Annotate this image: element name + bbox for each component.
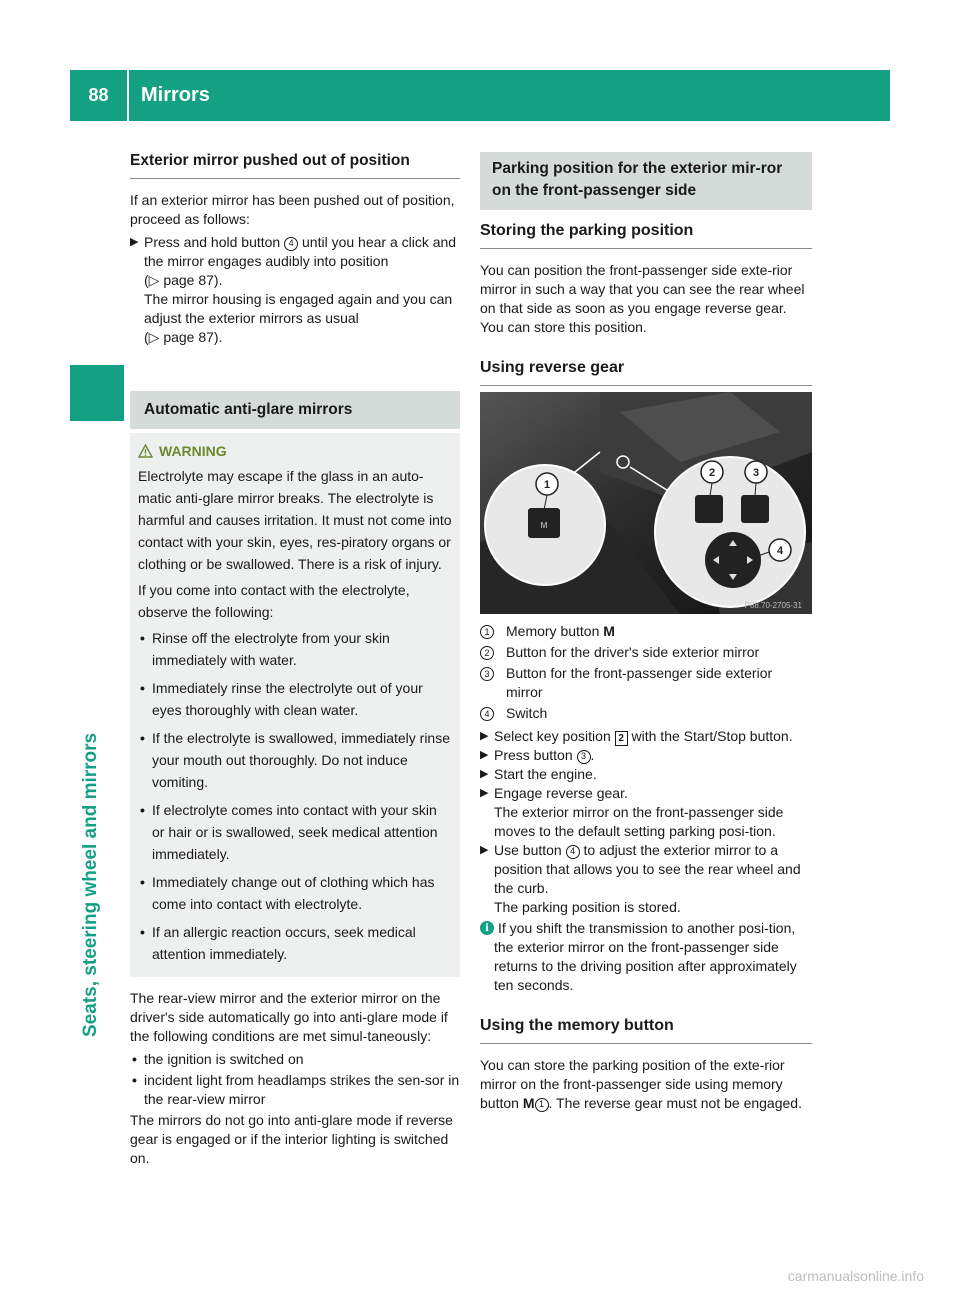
intro-text: If an exterior mirror has been pushed out of position, proceed as follows: bbox=[130, 192, 455, 227]
step-adjust-mirror: ▶ Use button 4 to adjust the exterior mirror to a position that allows you to see the rear wheel and the curb. The parking position is stored. bbox=[480, 842, 801, 915]
photo-callout-4: 4 bbox=[776, 545, 784, 557]
page-ref-link[interactable]: (▷ page 87). bbox=[144, 272, 223, 288]
list-item: • Rinse off the electrolyte from your skin immediately with water. bbox=[140, 630, 390, 668]
page-number: 88 bbox=[88, 85, 109, 105]
warning-title: WARNING bbox=[138, 443, 452, 459]
photo-callout-3: 3 bbox=[752, 467, 760, 479]
door-control-photo bbox=[480, 392, 812, 614]
info-note: i If you shift the transmission to another posi-tion, the exterior mirror on the front-passenger side returns to the driving position after approximately ten seconds. bbox=[480, 919, 812, 995]
heading-automatic-anti-glare: Automatic anti-glare mirrors bbox=[130, 391, 460, 429]
door-control-illustration bbox=[480, 392, 812, 614]
legend-item-4: 4 Switch bbox=[480, 704, 812, 723]
info-icon: i bbox=[480, 921, 494, 935]
step-arrow-icon: ▶ bbox=[480, 787, 489, 799]
right-column bbox=[480, 152, 812, 1113]
left-column bbox=[130, 152, 460, 1168]
heading-exterior-mirror-pushed: Exterior mirror pushed out of position bbox=[130, 152, 460, 179]
heading-storing-parking-position: Storing the parking position bbox=[480, 222, 812, 249]
list-item: • the ignition is switched on bbox=[132, 1051, 304, 1067]
header-divider bbox=[127, 70, 129, 121]
warning-text-1: Electrolyte may escape if the glass in an auto-matic anti-glare mirror breaks. The electrolyte is harmful and causes irritation. It must not come into contact with your skin, eyes, res-piratory organs or clothing or be swallowed. There is a risk of injury. bbox=[138, 468, 452, 572]
step-arrow-icon: ▶ bbox=[130, 236, 139, 248]
step-select-key: ▶ Select key position 2 with the Start/Stop button. bbox=[480, 728, 793, 744]
warning-triangle-icon bbox=[138, 444, 153, 458]
photo-code: P88.70-2705-31 bbox=[744, 601, 802, 610]
anti-glare-conditions-text: The rear-view mirror and the exterior mirror on the driver's side automatically go into anti-glare mode if the following conditions are met simul-taneously: bbox=[130, 990, 448, 1044]
page-ref-link[interactable]: (▷ page 87). bbox=[144, 329, 223, 345]
list-item: • Immediately rinse the electrolyte out of your eyes thoroughly with clean water. bbox=[140, 680, 423, 718]
list-item: • If an allergic reaction occurs, seek medical attention immediately. bbox=[140, 924, 416, 962]
legend-item-3: 3 Button for the front-passenger side exterior mirror bbox=[480, 664, 812, 702]
chapter-side-label: Seats, steering wheel and mirrors bbox=[80, 732, 101, 1037]
watermark: carmanualsonline.info bbox=[787, 1268, 924, 1284]
step-arrow-icon: ▶ bbox=[480, 730, 489, 742]
key-position-icon: 2 bbox=[615, 731, 628, 746]
section-title: Mirrors bbox=[141, 84, 210, 106]
anti-glare-exception-text: The mirrors do not go into anti-glare mode if reverse gear is engaged or if the interior lighting is switched on. bbox=[130, 1112, 453, 1166]
step-arrow-icon: ▶ bbox=[480, 749, 489, 761]
warning-box bbox=[130, 433, 460, 977]
step-press-button-3: ▶ Press button 3 . bbox=[480, 747, 595, 763]
step-arrow-icon: ▶ bbox=[480, 844, 489, 856]
legend-item-1: 1 Memory button M bbox=[480, 622, 812, 641]
heading-parking-position: Parking position for the exterior mir-ror on the front-passenger side bbox=[480, 152, 812, 210]
callout-4-icon: 4 bbox=[284, 237, 298, 251]
list-item: • If the electrolyte is swallowed, immediately rinse your mouth out thoroughly. Do not induce vomiting. bbox=[140, 730, 451, 790]
warning-text-2: If you come into contact with the electrolyte, observe the following: bbox=[138, 582, 410, 620]
heading-using-memory-button: Using the memory button bbox=[480, 1017, 812, 1044]
step-arrow-icon: ▶ bbox=[480, 768, 489, 780]
photo-callout-1: 1 bbox=[543, 479, 551, 491]
list-item: • Immediately change out of clothing which has come into contact with electrolyte. bbox=[140, 874, 435, 912]
side-tab-marker bbox=[70, 365, 124, 421]
storing-text: You can position the front-passenger side exte-rior mirror in such a way that you can see the rear wheel on that side as soon as you engage reverse gear. You can store this position. bbox=[480, 262, 805, 335]
legend-item-2: 2 Button for the driver's side exterior mirror bbox=[480, 643, 812, 662]
step-start-engine: ▶ Start the engine. bbox=[480, 766, 597, 782]
heading-using-reverse-gear: Using reverse gear bbox=[480, 359, 812, 386]
photo-m-label: M bbox=[540, 521, 548, 530]
memory-text: You can store the parking position of the exte-rior mirror on the front-passenger side using memory button M 1 . The reverse gear must not be engaged. bbox=[480, 1057, 802, 1111]
step-engage-reverse: ▶ Engage reverse gear. The exterior mirror on the front-passenger side moves to the default setting parking posi-tion. bbox=[480, 785, 784, 839]
step-press-hold: ▶ Press and hold button 4 until you hear a click and the mirror engages audibly into position (▷ page 87). The mirror housing is engaged again and you can adjust the exterior mirrors as usual (▷ page 87). bbox=[130, 234, 457, 345]
list-item: • If electrolyte comes into contact with your skin or hair or is swallowed, seek medical attention immediately. bbox=[140, 802, 438, 862]
list-item: • incident light from headlamps strikes the sen-sor in the rear-view mirror bbox=[132, 1072, 460, 1107]
photo-callout-2: 2 bbox=[708, 467, 716, 479]
